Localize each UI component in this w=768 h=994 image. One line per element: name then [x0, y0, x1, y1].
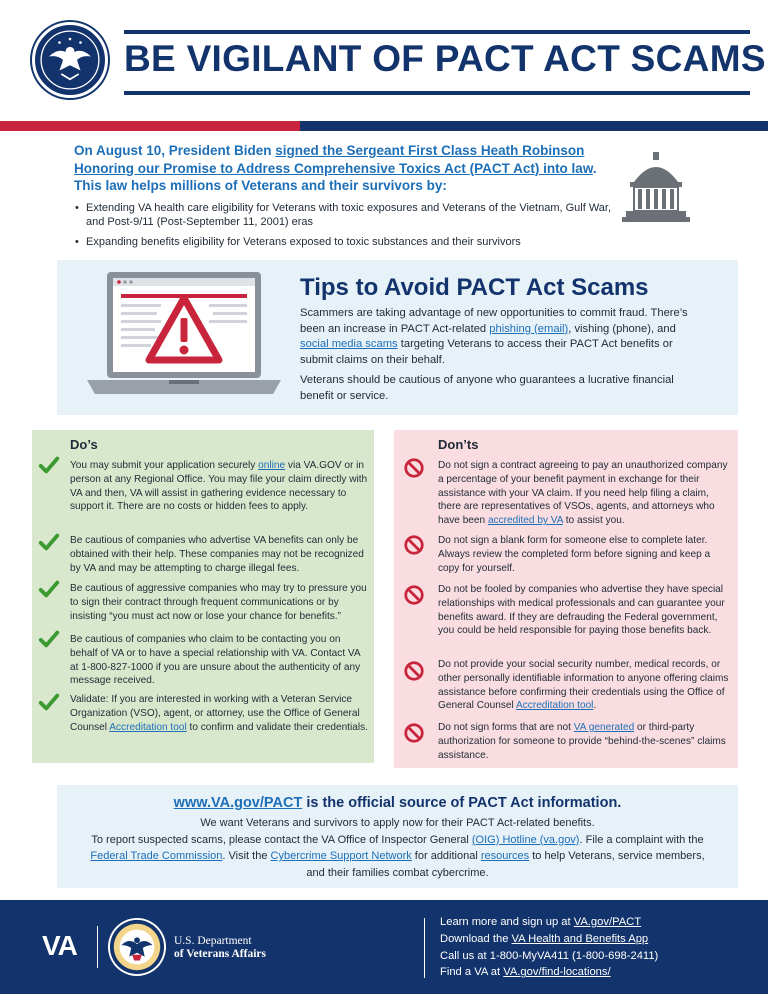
tips-text: targeting Veterans to access their PACT Act benefits or submit claims on their behalf. [300, 338, 673, 366]
donts-panel [394, 430, 738, 768]
dos-item-text: You may submit your application securely [70, 460, 259, 471]
footer-line [440, 931, 658, 948]
va-eagle-seal-icon [32, 22, 108, 98]
laptop-warning-icon [79, 268, 289, 408]
va-gov-pact-footer-link[interactable]: VA.gov/PACT [573, 916, 642, 928]
checkmark-icon [38, 691, 60, 713]
capitol-dome-icon [616, 148, 696, 228]
tips-section [57, 260, 738, 415]
footer-text: Learn more and sign up at [440, 916, 574, 928]
report-text: for additional [411, 850, 481, 862]
checkmark-icon [38, 578, 60, 600]
official-source-heading-text: is the official source of PACT Act information. [302, 795, 622, 811]
prohibited-icon [403, 457, 425, 479]
dos-item [70, 459, 368, 514]
intro-lead [74, 142, 614, 195]
prohibited-icon [403, 534, 425, 556]
donts-item: Do not sign a blank form for someone else to complete later. Always review the completed form before signing and keep a copy for yourself. [438, 535, 711, 574]
donts-item: Do not be fooled by companies who advertise they have special relationships with medical professionals and can guarantee your benefits award. If they are defrauding the Federal government, you could be held responsible for paying those benefits back. [438, 584, 725, 637]
donts-item-text: to assist you. [562, 515, 625, 527]
report-scams-line [81, 832, 714, 882]
apply-now-line: We want Veterans and survivors to apply now for their PACT Act-related benefits. [200, 817, 595, 829]
prohibited-icon [403, 584, 425, 606]
accent-stripe-navy [300, 121, 768, 131]
find-locations-link[interactable]: VA.gov/find-locations/ [503, 966, 611, 979]
va-logo: VA [42, 930, 77, 961]
report-text: . File a complaint with the [579, 833, 704, 846]
list-item: • Extending VA health care eligibility for Veterans with toxic exposures and Veterans of the Vietnam, Gulf War, and Post-9/11 (Post-September 11, 2001) eras [74, 201, 614, 229]
checkmark-icon [38, 531, 60, 553]
dos-item: Be cautious of companies who claim to be contacting you on behalf of VA or to have a special relationship with VA. Contact VA at 1-800-827-1000 if you are unsure about the authenticity of any message received. [70, 634, 361, 687]
footer-text: Find a VA at [440, 966, 504, 979]
intro-bullets [74, 201, 614, 249]
official-source-section [57, 785, 738, 888]
donts-item-text: or third-party authorization for someone to provide “behind-the-scenes” claims assistance. [438, 722, 726, 761]
department-name [174, 935, 266, 961]
list-item: • Expanding benefits eligibility for Veterans exposed to toxic substances and their survivors [74, 235, 614, 249]
tips-text: Scammers are taking advantage of new opportunities to commit fraud. There’s been an increase in PACT Act-related [300, 307, 688, 335]
tips-caution-paragraph: Veterans should be cautious of anyone who guarantees a lucrative financial benefit or service. [300, 374, 674, 402]
prohibited-icon [403, 660, 425, 682]
footer-links [440, 914, 658, 981]
donts-item-text: Do not sign forms that are not [438, 722, 574, 733]
va-department-seal-icon [108, 918, 166, 976]
department-line-bold: of Veterans Affairs [174, 948, 266, 960]
accredited-by-va-link[interactable]: accredited by VA [487, 515, 563, 527]
donts-heading: Don’ts [438, 437, 479, 452]
page-title: BE VIGILANT OF PACT ACT SCAMS [124, 38, 766, 79]
header-rule-top [124, 30, 750, 34]
donts-item-text: Do not sign a contract agreeing to pay an unauthorized company a percentage of your benefit payment in exchange for their assistance with your VA claim. If you need help filing a claim, there are representatives of VSOs, agents, and attorneys who have been [438, 460, 728, 527]
footer [0, 900, 768, 994]
phishing-link[interactable]: phishing (email) [489, 322, 569, 335]
social-media-scams-link[interactable]: social media scams [300, 338, 398, 350]
tips-text: , vishing (phone), and [568, 322, 676, 335]
resources-link[interactable]: resources [480, 850, 530, 862]
footer-divider [424, 918, 425, 978]
online-link[interactable]: online [258, 460, 286, 471]
dos-item-text: via VA.GOV or in person at any Regional Office. You may file your claim directly with VA and then, VA will assist in gathering evidence necessary to support it. There are no costs or hidden fees to apply. [70, 460, 368, 513]
official-source-body [57, 815, 738, 881]
footer-line: Call us at 1-800-MyVA411 (1-800-698-2411) [440, 949, 659, 962]
dos-panel [32, 430, 374, 763]
footer-line [440, 964, 658, 981]
footer-line [440, 914, 658, 931]
intro-lead-text-end: . This law helps millions of Veterans and their survivors by: [74, 160, 597, 193]
va-generated-link[interactable]: VA generated [573, 722, 635, 733]
va-gov-pact-link[interactable]: www.VA.gov/PACT [173, 795, 303, 811]
checkmark-icon [38, 454, 60, 476]
footer-divider [97, 926, 98, 968]
oig-hotline-link[interactable]: (OIG) Hotline (va.gov) [471, 833, 580, 846]
va-app-link[interactable]: VA Health and Benefits App [511, 932, 649, 945]
tips-paragraph [300, 306, 692, 368]
footer-text: Download the [440, 932, 512, 945]
dos-item [70, 693, 368, 734]
accreditation-tool-link[interactable]: Accreditation tool [516, 700, 594, 712]
prohibited-icon [403, 722, 425, 744]
donts-item [438, 459, 730, 528]
tips-title: Tips to Avoid PACT Act Scams [300, 274, 649, 301]
checkmark-icon [38, 628, 60, 650]
accreditation-tool-link[interactable]: Accreditation tool [109, 721, 187, 733]
donts-item [438, 721, 730, 762]
ftc-link[interactable]: Federal Trade Commission [90, 850, 223, 862]
report-text: To report suspected scams, please contact the VA Office of Inspector General [91, 833, 472, 846]
report-text: . Visit the [222, 850, 271, 862]
official-source-heading [57, 795, 738, 811]
dos-item: Be cautious of companies who advertise VA benefits can only be obtained with their help. These companies may not be recognized by VA and may be attempting to charge illegal fees. [70, 535, 364, 574]
donts-item [438, 658, 730, 713]
dos-heading: Do’s [70, 437, 98, 452]
donts-item-text: Do not provide your social security number, medical records, or other personally identifiable information to anyone offering claims assistance before confirming their credentials using the Office of General Counsel [438, 659, 729, 712]
intro-section [74, 142, 614, 255]
dos-item: Be cautious of aggressive companies who may try to pressure you to sign their contract through frequent communications or by insisting “you must act now or lose your chance for benefits.” [70, 583, 367, 622]
department-line: U.S. Department [174, 935, 252, 947]
dos-item-text: to confirm and validate their credentials. [186, 721, 368, 733]
intro-lead-text: On August 10, President Biden [74, 143, 276, 158]
pact-act-link[interactable]: signed the Sergeant First Class Heath Robinson Honoring our Promise to Address Comprehensive Toxics Act (PACT Act) into law [74, 143, 593, 176]
accent-stripe-red [0, 121, 300, 131]
header-rule-bottom [124, 91, 750, 95]
cybercrime-support-network-link[interactable]: Cybercrime Support Network [270, 850, 412, 862]
donts-item-text: . [593, 700, 597, 712]
report-text: to help Veterans, service members, and their families combat cybercrime. [306, 850, 705, 879]
dos-item-text: Validate: If you are interested in working with a Veteran Service Organization (VSO), agent, or attorney, use the Office of General Counsel [70, 694, 360, 733]
